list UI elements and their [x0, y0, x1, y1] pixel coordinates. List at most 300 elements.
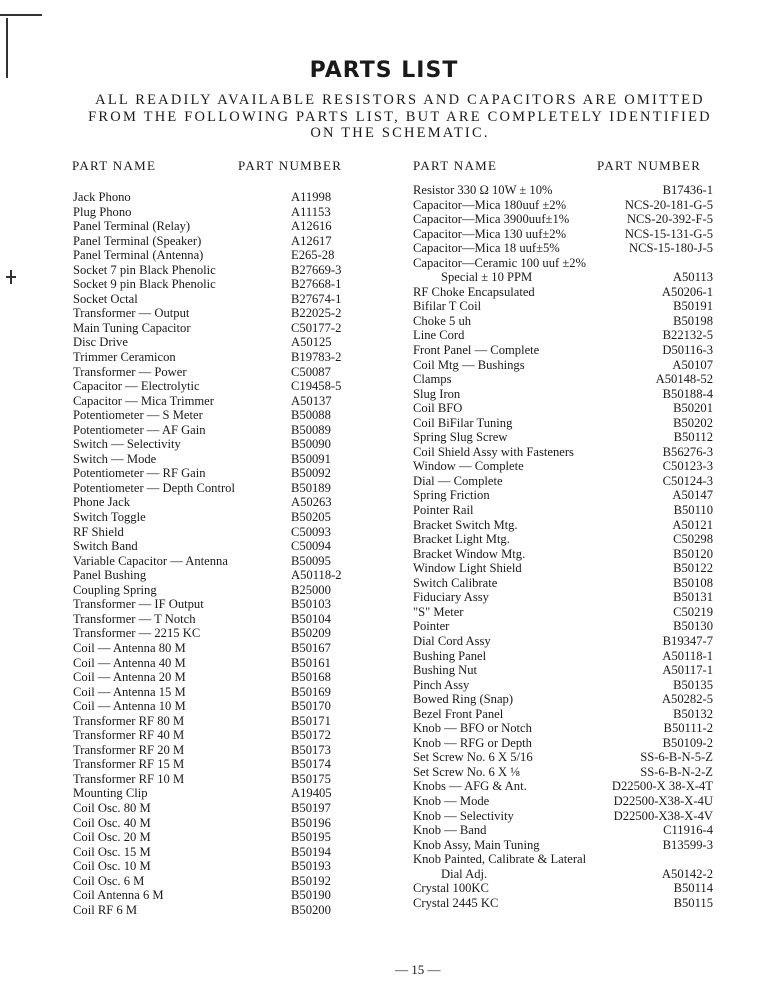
- parts-row: [73, 583, 403, 598]
- part-name: Coil — Antenna 20 M: [73, 670, 186, 685]
- parts-row: [413, 881, 713, 896]
- part-name: Transformer — Output: [73, 306, 190, 321]
- part-name: Line Cord: [413, 328, 465, 343]
- parts-row: [73, 379, 403, 394]
- part-number: B50132: [673, 706, 713, 721]
- part-number: A50121: [672, 517, 713, 532]
- parts-row: [413, 401, 713, 416]
- part-name: Coil Osc. 20 M: [73, 830, 151, 845]
- parts-row: [413, 867, 713, 882]
- part-name: Fiduciary Assy: [413, 590, 489, 605]
- parts-row: [73, 205, 403, 220]
- part-number: B50111-2: [663, 721, 713, 736]
- part-number: B50193: [291, 859, 331, 874]
- parts-row: [73, 786, 403, 801]
- parts-row: [413, 241, 713, 256]
- part-number: C50219: [673, 604, 713, 619]
- part-name: Dial Cord Assy: [413, 633, 491, 648]
- parts-row: [73, 510, 403, 525]
- parts-row: [413, 721, 713, 736]
- part-number: B50200: [291, 902, 331, 917]
- part-number: A50206-1: [661, 284, 713, 299]
- part-number: A50142-2: [661, 866, 713, 881]
- part-number: B50172: [291, 728, 331, 743]
- part-number: NCS-15-180-J-5: [629, 241, 713, 256]
- part-number: B50171: [291, 713, 331, 728]
- part-number: B22132-5: [662, 328, 713, 343]
- part-name: Crystal 100KC: [413, 881, 489, 896]
- parts-row: [73, 263, 403, 278]
- parts-row: [413, 794, 713, 809]
- part-name: Coil RF 6 M: [73, 902, 138, 917]
- part-name: Bezel Front Panel: [413, 706, 504, 721]
- part-name: Transformer RF 20 M: [73, 742, 185, 757]
- part-number: B22025-2: [291, 306, 342, 321]
- part-name: Transformer RF 15 M: [73, 757, 185, 772]
- parts-row: [413, 692, 713, 707]
- parts-row: [413, 212, 713, 227]
- part-number: C50177-2: [291, 320, 342, 335]
- part-name: Bowed Ring (Snap): [413, 692, 514, 707]
- part-number: B50197: [291, 800, 331, 815]
- part-number: B50104: [291, 611, 331, 626]
- parts-row: [73, 248, 403, 263]
- parts-row: [413, 343, 713, 358]
- part-number: A50107: [672, 357, 713, 372]
- part-name: Coil — Antenna 40 M: [73, 655, 186, 670]
- part-number: D22500-X38-X-4V: [613, 808, 713, 823]
- part-name: Bracket Switch Mtg.: [413, 517, 518, 532]
- part-number: A50137: [291, 393, 332, 408]
- part-number: SS-6-B-N-2-Z: [640, 764, 713, 779]
- parts-row: [73, 408, 403, 423]
- part-number: B50173: [291, 742, 331, 757]
- parts-row: [413, 459, 713, 474]
- part-number: D22500-X38-X-4U: [613, 793, 713, 808]
- part-name: Transformer RF 80 M: [73, 713, 185, 728]
- scan-margin-mark: [6, 276, 16, 278]
- part-number: A50147: [672, 488, 713, 503]
- part-number: NCS-15-131-G-5: [624, 226, 713, 241]
- part-number: B50201: [673, 401, 713, 416]
- part-name: Socket Octal: [73, 291, 138, 306]
- parts-row: [73, 277, 403, 292]
- part-number: B50095: [291, 553, 331, 568]
- part-name: Special ± 10 PPM: [441, 270, 533, 285]
- parts-row: [413, 896, 713, 911]
- part-number: B50205: [291, 510, 331, 525]
- parts-row: [73, 234, 403, 249]
- parts-row: [73, 728, 403, 743]
- parts-row: [73, 903, 403, 918]
- part-number: B50175: [291, 771, 331, 786]
- part-name: Coil Mtg — Bushings: [413, 357, 525, 372]
- parts-row: [413, 678, 713, 693]
- part-name: Capacitor—Mica 130 uuf±2%: [413, 226, 567, 241]
- parts-row: [413, 809, 713, 824]
- part-name: Switch Toggle: [73, 510, 146, 525]
- part-number: A50113: [672, 270, 713, 285]
- parts-row: [413, 750, 713, 765]
- part-name: Set Screw No. 6 X 5/16: [413, 750, 533, 765]
- part-name: Coil — Antenna 10 M: [73, 699, 186, 714]
- part-number: C50124-3: [662, 473, 713, 488]
- part-number: A50282-5: [661, 692, 713, 707]
- part-name: Capacitor — Electrolytic: [73, 379, 200, 394]
- part-name: "S" Meter: [413, 604, 464, 619]
- part-number: C50087: [291, 364, 331, 379]
- parts-row: [413, 561, 713, 576]
- part-number: SS-6-B-N-5-Z: [640, 750, 713, 765]
- part-name: Coil BiFilar Tuning: [413, 415, 513, 430]
- parts-row: [413, 474, 713, 489]
- part-name: Panel Bushing: [73, 568, 147, 583]
- parts-row: [73, 394, 403, 409]
- right-parts-column: [413, 183, 713, 910]
- part-number: C50123-3: [662, 459, 713, 474]
- parts-row: [73, 554, 403, 569]
- part-name: Variable Capacitor — Antenna: [73, 553, 228, 568]
- subtitle-line: ON THE SCHEMATIC.: [310, 125, 490, 141]
- parts-row: [413, 779, 713, 794]
- part-number: B50092: [291, 466, 331, 481]
- part-name: Dial Adj.: [441, 866, 488, 881]
- part-number: C19458-5: [291, 379, 342, 394]
- right-header-part-number: PART NUMBER: [597, 158, 702, 173]
- part-name: Jack Phono: [73, 190, 131, 204]
- part-name: Potentiometer — RF Gain: [73, 466, 206, 481]
- part-number: B17436-1: [662, 183, 713, 197]
- parts-row: [73, 495, 403, 510]
- part-name: Capacitor—Mica 3900uuf±1%: [413, 212, 570, 227]
- parts-row: [413, 314, 713, 329]
- part-name: Knob — Band: [413, 823, 487, 838]
- part-number: NCS-20-181-G-5: [624, 197, 713, 212]
- part-number: B13599-3: [662, 837, 713, 852]
- parts-row: [73, 888, 403, 903]
- parts-row: [73, 772, 403, 787]
- part-number: B50103: [291, 597, 331, 612]
- parts-row: [73, 714, 403, 729]
- part-name: Coupling Spring: [73, 582, 157, 597]
- part-name: Bracket Light Mtg.: [413, 532, 510, 547]
- parts-row: [413, 488, 713, 503]
- part-name: Knobs — AFG & Ant.: [413, 779, 527, 794]
- part-name: Coil — Antenna 15 M: [73, 684, 186, 699]
- parts-row: [73, 685, 403, 700]
- right-header-part-name: PART NAME: [413, 158, 498, 173]
- part-number: B50192: [291, 873, 331, 888]
- part-number: D22500-X 38-X-4T: [611, 779, 713, 794]
- part-number: C11916-4: [663, 823, 713, 838]
- part-name: Capacitor—Mica 180uuf ±2%: [413, 197, 567, 212]
- parts-row: [73, 321, 403, 336]
- parts-row: [413, 270, 713, 285]
- parts-row: [413, 547, 713, 562]
- part-number: B50195: [291, 830, 331, 845]
- part-number: B50089: [291, 422, 331, 437]
- part-name: Panel Terminal (Antenna): [73, 248, 204, 263]
- part-name: Knob — BFO or Notch: [413, 721, 532, 736]
- parts-row: [73, 845, 403, 860]
- parts-row: [73, 597, 403, 612]
- parts-row: [413, 183, 713, 198]
- parts-row: [413, 634, 713, 649]
- parts-row: [73, 539, 403, 554]
- left-header-part-number: PART NUMBER: [238, 158, 343, 173]
- part-name: Potentiometer — AF Gain: [73, 422, 206, 437]
- scan-margin-mark: [0, 14, 42, 16]
- part-name: Coil BFO: [413, 401, 463, 416]
- part-number: B50112: [673, 430, 713, 445]
- part-name: Capacitor — Mica Trimmer: [73, 393, 214, 408]
- part-name: Knob — RFG or Depth: [413, 735, 532, 750]
- parts-row: [413, 299, 713, 314]
- part-number: B50122: [673, 561, 713, 576]
- parts-row: [73, 292, 403, 307]
- part-name: Socket 7 pin Black Phenolic: [73, 262, 216, 277]
- parts-row: [413, 605, 713, 620]
- parts-row: [73, 466, 403, 481]
- part-number: A11998: [291, 190, 332, 204]
- parts-row: [413, 445, 713, 460]
- part-number: A11153: [291, 204, 331, 219]
- part-number: B50168: [291, 670, 331, 685]
- part-name: Main Tuning Capacitor: [73, 320, 191, 335]
- part-name: Choke 5 uh: [413, 313, 472, 328]
- parts-row: [73, 874, 403, 889]
- page-title: PARTS LIST: [309, 58, 459, 83]
- parts-row: [73, 670, 403, 685]
- part-name: Coil Osc. 40 M: [73, 815, 151, 830]
- parts-row: [73, 626, 403, 641]
- part-number: A19405: [291, 786, 332, 801]
- parts-row: [73, 830, 403, 845]
- part-name: Transformer — T Notch: [73, 611, 196, 626]
- parts-row: [73, 757, 403, 772]
- parts-row: [73, 219, 403, 234]
- left-parts-column: [73, 190, 403, 917]
- parts-row: [73, 699, 403, 714]
- part-name: Trimmer Ceramicon: [73, 350, 176, 365]
- part-name: Knob — Selectivity: [413, 808, 514, 823]
- part-number: B50170: [291, 699, 331, 714]
- part-name: Bushing Nut: [413, 663, 478, 678]
- part-number: A50117-1: [662, 663, 713, 678]
- part-name: Panel Terminal (Relay): [73, 219, 191, 234]
- part-name: Spring Slug Screw: [413, 430, 508, 445]
- part-number: A12617: [291, 233, 332, 248]
- part-name: Set Screw No. 6 X ⅛: [413, 764, 520, 779]
- part-name: Knob Assy, Main Tuning: [413, 837, 540, 852]
- part-number: B56276-3: [662, 444, 713, 459]
- part-number: B50167: [291, 640, 331, 655]
- page-number: — 15 —: [395, 962, 441, 977]
- part-number: B19347-7: [662, 633, 713, 648]
- part-name: Coil Shield Assy with Fasteners: [413, 444, 574, 459]
- part-name: Pointer: [413, 619, 450, 634]
- part-name: Socket 9 pin Black Phenolic: [73, 277, 216, 292]
- parts-row: [413, 430, 713, 445]
- parts-row: [73, 306, 403, 321]
- part-number: B50174: [291, 757, 331, 772]
- parts-row: [413, 227, 713, 242]
- part-number: A50125: [291, 335, 332, 350]
- part-number: B50161: [291, 655, 331, 670]
- parts-row: [413, 198, 713, 213]
- parts-row: [413, 736, 713, 751]
- parts-row: [73, 743, 403, 758]
- parts-row: [413, 416, 713, 431]
- part-number: A50118-1: [662, 648, 713, 663]
- part-name: Panel Terminal (Speaker): [73, 233, 202, 248]
- part-number: B50188-4: [662, 386, 713, 401]
- parts-row: [73, 641, 403, 656]
- parts-row: [73, 365, 403, 380]
- part-name: Spring Friction: [413, 488, 490, 503]
- parts-row: [413, 707, 713, 722]
- part-name: RF Choke Encapsulated: [413, 284, 535, 299]
- part-name: Window — Complete: [413, 459, 524, 474]
- part-number: B50169: [291, 684, 331, 699]
- parts-row: [73, 452, 403, 467]
- part-name: Window Light Shield: [413, 561, 522, 576]
- part-name: Bifilar T Coil: [413, 299, 482, 314]
- part-name: Capacitor—Ceramic 100 uuf ±2%: [413, 255, 587, 270]
- part-number: B50120: [673, 546, 713, 561]
- part-name: Plug Phono: [73, 204, 132, 219]
- part-name: Coil Antenna 6 M: [73, 888, 164, 903]
- part-number: B50114: [673, 881, 713, 896]
- part-number: B50091: [291, 451, 331, 466]
- parts-row: [413, 576, 713, 591]
- part-number: NCS-20-392-F-5: [626, 212, 713, 227]
- part-name: Mounting Clip: [73, 786, 148, 801]
- part-name: Transformer — Power: [73, 364, 187, 379]
- part-name: Transformer RF 10 M: [73, 771, 185, 786]
- parts-row: [73, 350, 403, 365]
- parts-row: [413, 649, 713, 664]
- part-name: Transformer — IF Output: [73, 597, 204, 612]
- parts-row: [413, 619, 713, 634]
- part-name: Switch — Mode: [73, 451, 157, 466]
- parts-row: [413, 532, 713, 547]
- parts-row: [73, 437, 403, 452]
- parts-row: [413, 663, 713, 678]
- parts-row: [73, 525, 403, 540]
- parts-row: [413, 387, 713, 402]
- parts-row: [413, 256, 713, 271]
- part-number: B50115: [673, 895, 713, 910]
- part-name: Pinch Assy: [413, 677, 470, 692]
- parts-row: [73, 801, 403, 816]
- part-name: Knob Painted, Calibrate & Lateral: [413, 852, 587, 867]
- part-number: A50118-2: [291, 568, 342, 583]
- part-name: Coil Osc. 6 M: [73, 873, 145, 888]
- parts-row: [413, 765, 713, 780]
- part-number: C50094: [291, 539, 331, 554]
- parts-row: [73, 656, 403, 671]
- part-name: Front Panel — Complete: [413, 343, 540, 358]
- part-number: B50090: [291, 437, 331, 452]
- part-number: C50298: [673, 532, 713, 547]
- subtitle-line: ALL READILY AVAILABLE RESISTORS AND CAPACITORS ARE OMITTED: [95, 92, 705, 108]
- part-number: A50148-52: [655, 372, 713, 387]
- part-number: B50196: [291, 815, 331, 830]
- part-number: B27674-1: [291, 291, 342, 306]
- parts-row: [73, 612, 403, 627]
- part-name: Coil Osc. 80 M: [73, 800, 151, 815]
- parts-row: [413, 838, 713, 853]
- part-number: A50263: [291, 495, 332, 510]
- parts-row: [413, 590, 713, 605]
- parts-row: [413, 328, 713, 343]
- part-number: B25000: [291, 582, 331, 597]
- part-number: B50209: [291, 626, 331, 641]
- part-name: Slug Iron: [413, 386, 461, 401]
- part-number: B50190: [291, 888, 331, 903]
- part-number: E265-28: [291, 248, 335, 263]
- part-number: D50116-3: [662, 343, 713, 358]
- parts-row: [413, 518, 713, 533]
- parts-row: [73, 335, 403, 350]
- parts-row: [73, 816, 403, 831]
- part-name: Coil — Antenna 80 M: [73, 640, 186, 655]
- parts-row: [73, 423, 403, 438]
- part-number: C50093: [291, 524, 331, 539]
- parts-row: [73, 190, 403, 205]
- part-number: B50088: [291, 408, 331, 423]
- part-name: Crystal 2445 KC: [413, 895, 499, 910]
- part-number: B50108: [673, 575, 713, 590]
- part-number: B50130: [673, 619, 713, 634]
- part-name: Capacitor—Mica 18 uuf±5%: [413, 241, 560, 256]
- part-name: Transformer — 2215 KC: [73, 626, 201, 641]
- parts-row: [413, 358, 713, 373]
- part-name: Coil Osc. 15 M: [73, 844, 151, 859]
- part-name: Dial — Complete: [413, 473, 503, 488]
- parts-row: [73, 859, 403, 874]
- part-number: B19783-2: [291, 350, 342, 365]
- part-name: Potentiometer — S Meter: [73, 408, 203, 423]
- part-name: Knob — Mode: [413, 793, 490, 808]
- parts-row: [73, 481, 403, 496]
- part-name: Pointer Rail: [413, 503, 474, 518]
- part-name: Potentiometer — Depth Control: [73, 480, 235, 495]
- part-name: Transformer RF 40 M: [73, 728, 185, 743]
- parts-row: [413, 372, 713, 387]
- part-name: Switch Calibrate: [413, 575, 498, 590]
- part-number: B50189: [291, 480, 331, 495]
- part-name: Phone Jack: [73, 495, 131, 510]
- page-subtitle: [70, 92, 730, 142]
- part-number: B50191: [673, 299, 713, 314]
- part-number: B50198: [673, 313, 713, 328]
- part-number: A12616: [291, 219, 332, 234]
- subtitle-line: FROM THE FOLLOWING PARTS LIST, BUT ARE COMPLETELY IDENTIFIED: [88, 108, 712, 125]
- parts-row: [413, 285, 713, 300]
- left-header-part-name: PART NAME: [72, 158, 157, 173]
- part-name: Disc Drive: [73, 335, 128, 350]
- part-name: Switch Band: [73, 539, 138, 554]
- parts-row: [413, 823, 713, 838]
- part-name: Coil Osc. 10 M: [73, 859, 151, 874]
- parts-row: [413, 503, 713, 518]
- part-name: Switch — Selectivity: [73, 437, 181, 452]
- part-number: B50131: [673, 590, 713, 605]
- part-name: RF Shield: [73, 524, 124, 539]
- part-number: B27669-3: [291, 262, 342, 277]
